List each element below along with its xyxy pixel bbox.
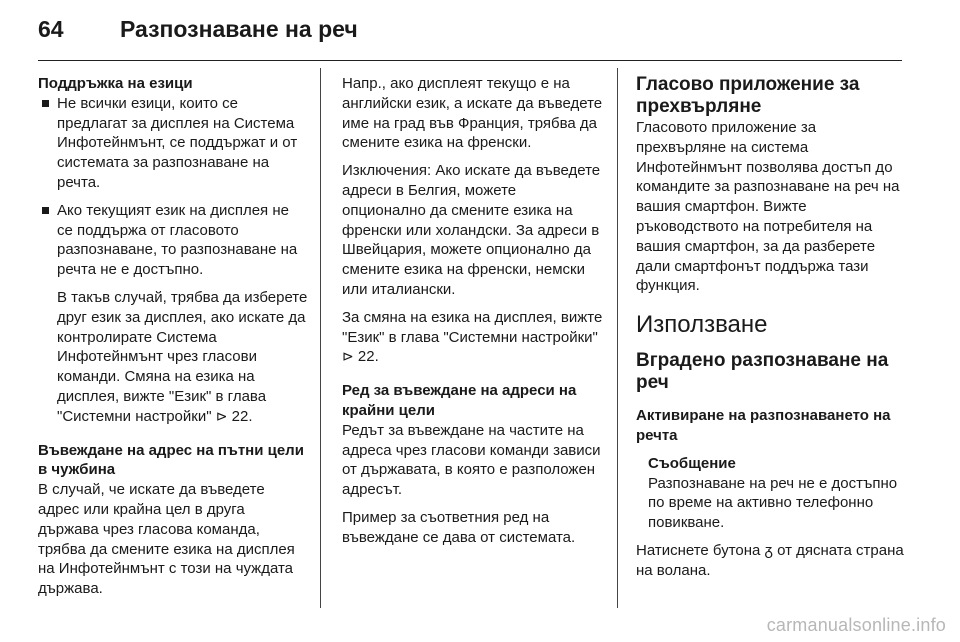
watermark: carmanualsonline.info xyxy=(766,615,946,635)
paragraph: Пример за съответния ред на въвеждане се дава от системата. xyxy=(342,508,576,546)
section-heading-builtin-recognition: Вградено разпознаване на реч xyxy=(636,350,889,394)
reference-link[interactable]: 22. xyxy=(357,348,379,366)
column-2 xyxy=(342,74,604,556)
section-heading-language-support: Поддръжка на езици xyxy=(38,75,193,92)
column-divider-2 xyxy=(617,68,618,608)
list-item xyxy=(38,201,308,427)
header-rule xyxy=(38,60,902,61)
note-box xyxy=(636,454,906,533)
column-divider-1 xyxy=(320,68,321,608)
reference-arrow-icon: ⊳ xyxy=(215,407,228,424)
paragraph: Напр., ако дисплеят текущо е на английски език, а искате да въведете име на град във Франция, трябва да смените езика на френски. xyxy=(342,75,603,152)
bullet-icon xyxy=(42,100,49,107)
chapter-title: Разпознаване на реч xyxy=(120,16,358,42)
reference-arrow-icon: ⊳ xyxy=(342,348,354,365)
page-number: 64 xyxy=(38,16,64,42)
bullet-text-continued: В такъв случай, трябва да изберете друг език за дисплея, ако искате да контролирате Система Инфотейнмънт чрез гласови команди. Смяна на езика на дисплея, вижте "Език" в глава "Системни настройки" ⊳ 22. xyxy=(57,288,308,425)
paragraph: Изключения: Ако искате да въведете адреси в Белгия, можете опционално да смените езика на френски или холандски. За адреси в Швейцария, можете опционално да смените езика на френски, немски или италиански. xyxy=(342,162,601,298)
note-title: Съобщение xyxy=(648,454,736,472)
bullet-text: Не всички езици, които се предлагат за дисплея на Система Инфотейнмънт, се поддържат и от системата за разпознаване на речта. xyxy=(57,94,298,191)
reference-link[interactable]: 22. xyxy=(231,407,253,425)
paragraph: Гласовото приложение за прехвърляне на система Инфотейнмънт позволява достъп до командите за разпознаване на реч на вашия смартфон. Вижте ръководството на потребителя на вашия смартфон, за да разберете дали смартфонът поддържа тази функция. xyxy=(636,119,900,295)
column-1 xyxy=(38,74,308,607)
section-heading-voice-passthrough: Гласово приложение за прехвърляне xyxy=(636,74,860,117)
section-heading-address-order: Ред за въвеждане на адреси на крайни цели xyxy=(342,382,577,419)
section-heading-activation: Активиране на разпознаването на речта xyxy=(636,407,891,444)
paragraph: Редът за въвеждане на частите на адреса чрез гласови команди зависи от държавата, в която е разположен адресът. xyxy=(342,421,601,499)
note-text: Разпознаване на реч не е достъпно по време на активно телефонно повикване. xyxy=(648,474,898,532)
column-3 xyxy=(636,74,906,589)
paragraph: Натиснете бутона ᵹ от дясната страна на волана. xyxy=(636,541,904,579)
bullet-icon xyxy=(42,207,49,214)
bullet-text: Ако текущият език на дисплея не се поддържа от гласовото разпознаване, то разпознаване на речта не е достъпно. xyxy=(57,201,298,279)
list-item xyxy=(38,94,308,193)
section-title-usage: Използване xyxy=(636,311,768,339)
paragraph: За смяна на езика на дисплея, вижте "Език" в глава "Системни настройки" ⊳ 22. xyxy=(342,308,603,366)
paragraph: В случай, че искате да въведете адрес или крайна цел в друга държава чрез гласова команда, трябва да смените езика на дисплея на Инфотейнмънт с този на чуждата държава. xyxy=(38,481,295,598)
section-heading-foreign-address: Въвеждане на адрес на пътни цели в чужбина xyxy=(38,441,304,479)
voice-command-icon: ᵹ xyxy=(764,541,773,559)
